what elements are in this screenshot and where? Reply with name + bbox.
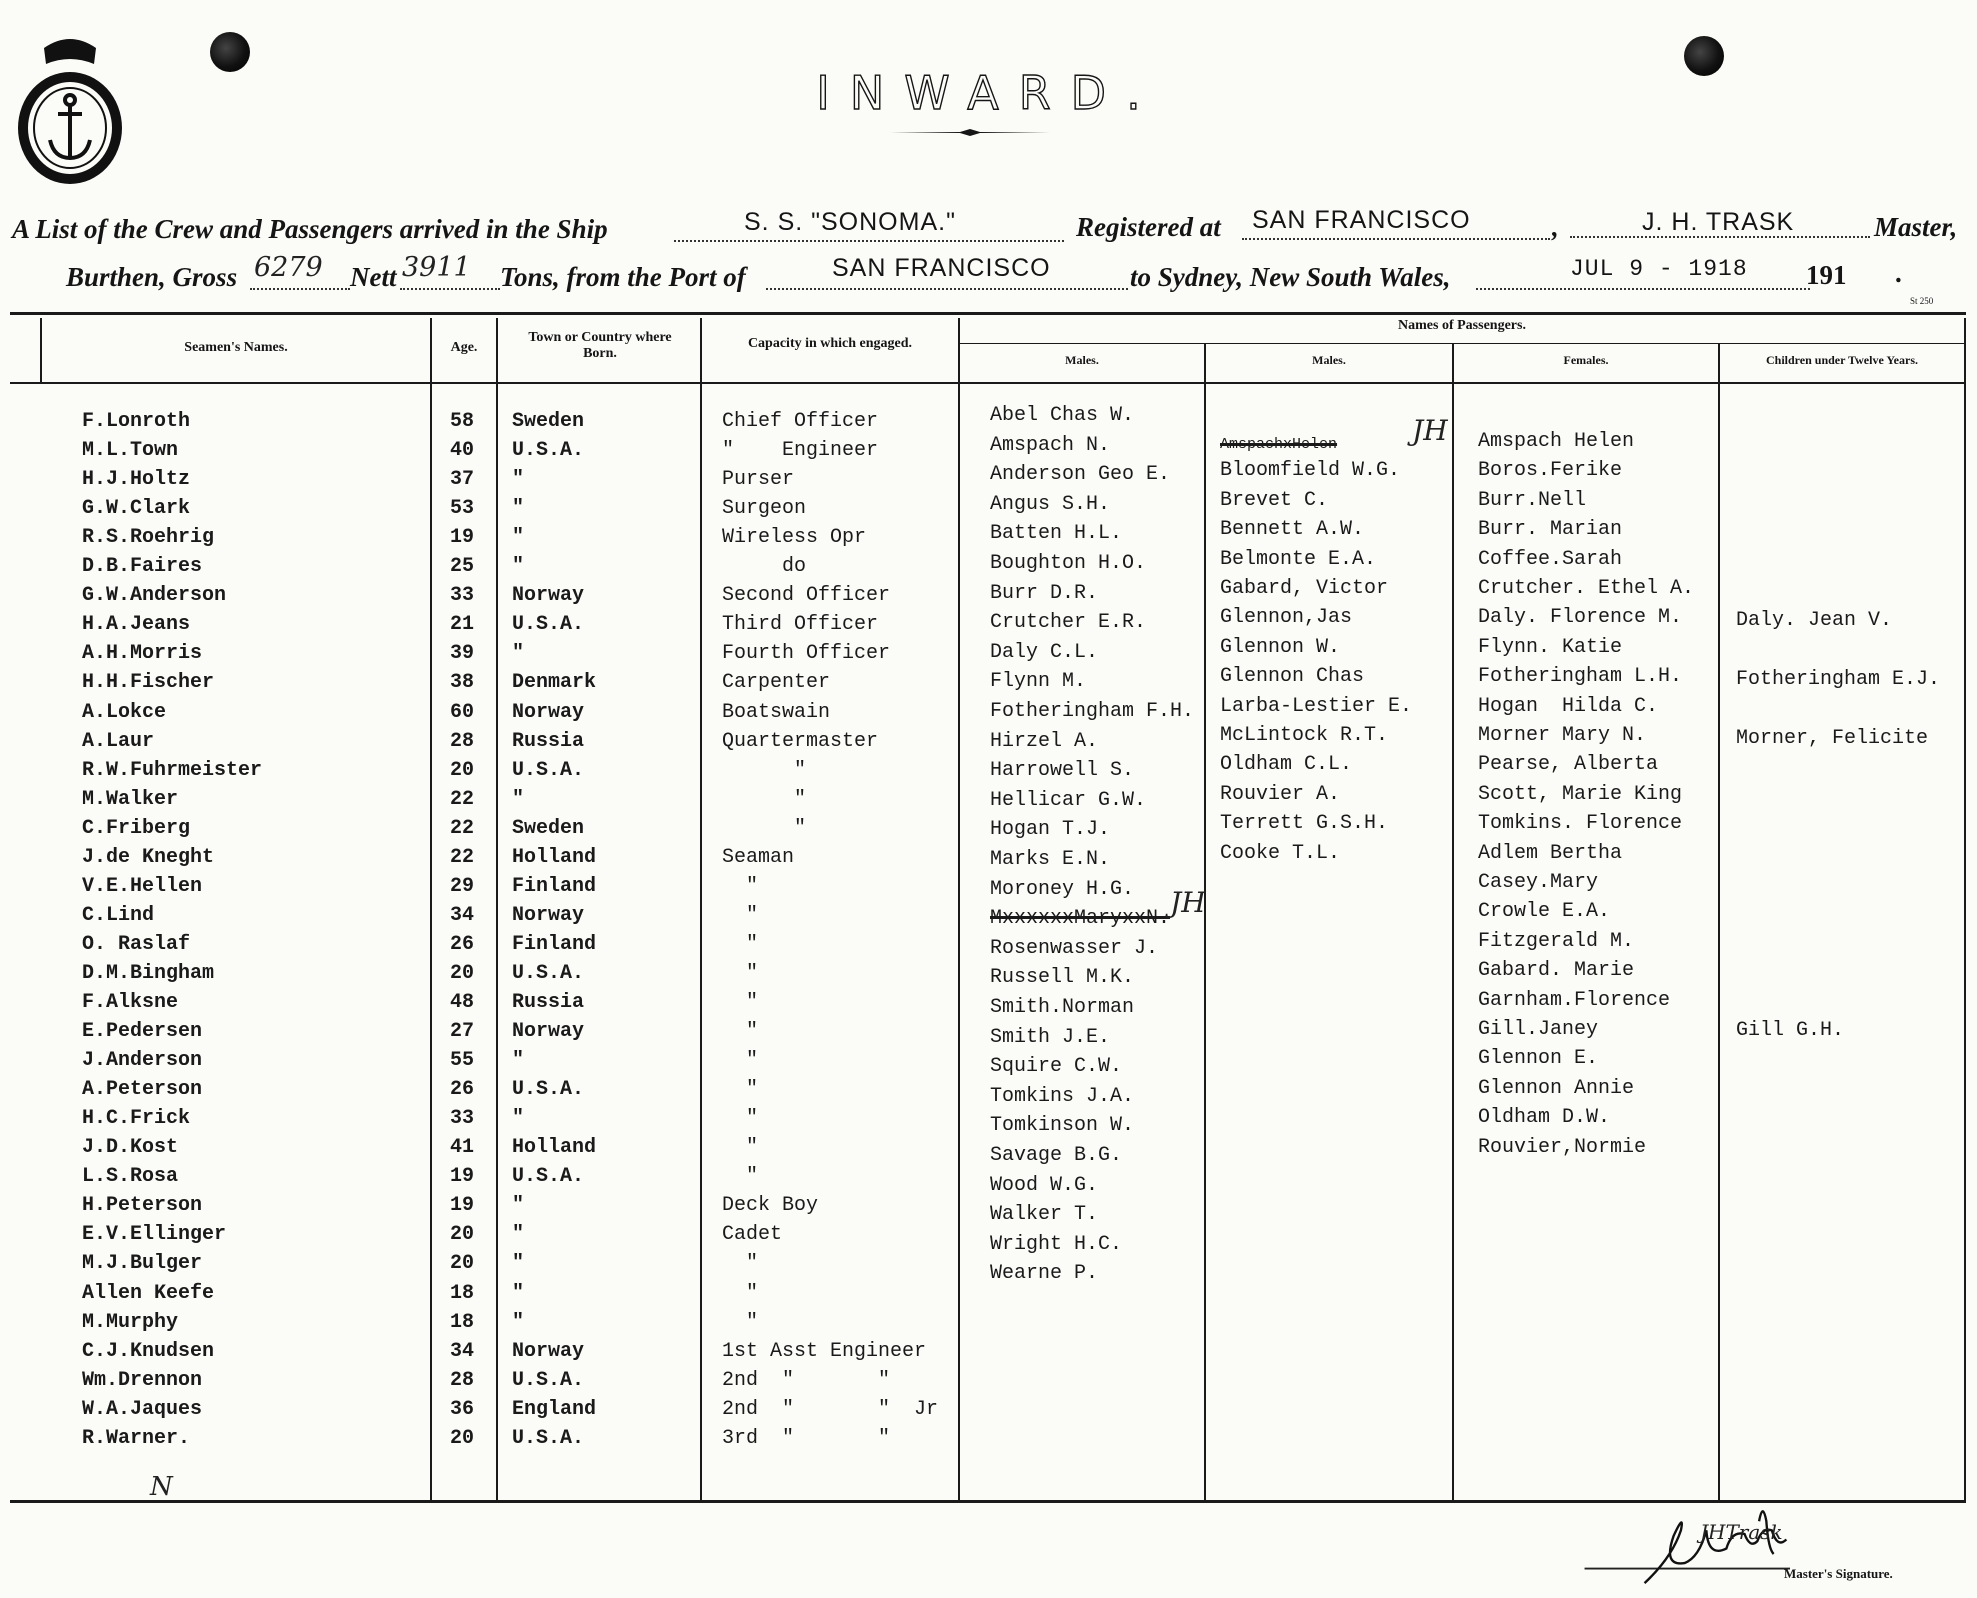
initials-annotation-2: JH — [1170, 886, 1206, 919]
passenger-female: Crutcher. Ethel A. — [1478, 577, 1695, 600]
header-line2-d: to Sydney, New South Wales, — [1130, 262, 1451, 292]
crew-born: U.S.A. — [512, 1078, 585, 1101]
passenger-female: Gabard. Marie — [1478, 959, 1635, 982]
crew-born: U.S.A. — [512, 1165, 585, 1188]
header-line1-a: A List of the Crew and Passengers arrived in the Ship — [12, 214, 608, 244]
crew-age: 33 — [450, 584, 475, 607]
crew-born: Holland — [512, 1136, 597, 1159]
crew-capacity: Seaman — [722, 846, 795, 869]
crew-age: 29 — [450, 875, 475, 898]
crew-born: " — [512, 788, 525, 811]
crew-capacity: Fourth Officer — [722, 642, 891, 665]
crew-age: 39 — [450, 642, 475, 665]
crew-age: 38 — [450, 671, 475, 694]
passenger-male: Daly C.L. — [990, 641, 1099, 664]
crew-name: A.H.Morris — [82, 642, 203, 665]
header-year: 191 — [1806, 260, 1847, 290]
col-passengers: Names of Passengers. — [1398, 318, 1526, 333]
ship-name: S. S. "SONOMA." — [744, 208, 956, 236]
passenger-male: Belmonte E.A. — [1220, 548, 1377, 571]
passenger-male: Abel Chas W. — [990, 404, 1135, 427]
crew-name: H.Peterson — [82, 1194, 203, 1217]
crew-age: 40 — [450, 439, 475, 462]
departure-port: SAN FRANCISCO — [832, 254, 1051, 282]
crew-name: H.J.Holtz — [82, 468, 191, 491]
passenger-male: Rouvier A. — [1220, 783, 1341, 806]
crew-born: " — [512, 1049, 525, 1072]
passenger-male: McLintock R.T. — [1220, 724, 1389, 747]
crew-name: E.V.Ellinger — [82, 1223, 227, 1246]
crew-name: D.M.Bingham — [82, 962, 215, 985]
crew-capacity: " — [722, 904, 759, 927]
passenger-female: Oldham D.W. — [1478, 1106, 1611, 1129]
crew-name: R.Warner. — [82, 1427, 191, 1450]
passenger-female: Flynn. Katie — [1478, 636, 1623, 659]
passenger-female: Pearse, Alberta — [1478, 753, 1659, 776]
crew-age: 20 — [450, 1427, 475, 1450]
crew-capacity: Purser — [722, 468, 795, 491]
crew-name: M.Murphy — [82, 1311, 179, 1334]
initials-annotation: JH — [1412, 414, 1448, 447]
passenger-male: Wood W.G. — [990, 1174, 1099, 1197]
passenger-female: Amspach Helen — [1478, 430, 1635, 453]
passenger-child: Daly. Jean V. — [1736, 609, 1893, 632]
crew-born: Denmark — [512, 671, 597, 694]
crew-age: 60 — [450, 701, 475, 724]
col-town-born: Town or Country where Born. — [528, 330, 672, 361]
crew-born: Norway — [512, 584, 585, 607]
crew-name: J.Anderson — [82, 1049, 203, 1072]
crew-age: 20 — [450, 759, 475, 782]
passenger-male: Batten H.L. — [990, 522, 1123, 545]
crew-born: " — [512, 1223, 525, 1246]
passenger-male: Cooke T.L. — [1220, 842, 1341, 865]
crew-capacity: " — [722, 1020, 759, 1043]
crew-born: " — [512, 468, 525, 491]
crew-capacity: " — [722, 933, 759, 956]
passenger-male: Hirzel A. — [990, 730, 1099, 753]
passenger-child: Morner, Felicite — [1736, 727, 1929, 750]
crew-capacity: " — [722, 788, 807, 811]
crew-born: " — [512, 1194, 525, 1217]
passenger-male: Hogan T.J. — [990, 818, 1111, 841]
crew-born: U.S.A. — [512, 759, 585, 782]
crew-name: G.W.Clark — [82, 497, 191, 520]
passenger-male: MxxxxxxMaryxxN. — [990, 907, 1171, 930]
passenger-female: Crowle E.A. — [1478, 900, 1611, 923]
col-capacity: Capacity in which engaged. — [747, 336, 913, 351]
crew-born: Norway — [512, 1020, 585, 1043]
passenger-male: Walker T. — [990, 1203, 1099, 1226]
passenger-male: Anderson Geo E. — [990, 463, 1171, 486]
crew-born: " — [512, 1311, 525, 1334]
crew-age: 27 — [450, 1020, 475, 1043]
crew-age: 34 — [450, 904, 475, 927]
crew-born: " — [512, 1107, 525, 1130]
crew-capacity: Quartermaster — [722, 730, 879, 753]
table-header-rule — [10, 382, 1966, 384]
crew-name: O. Raslaf — [82, 933, 191, 956]
crew-capacity: Deck Boy — [722, 1194, 819, 1217]
arrival-date: JUL 9 - 1918 — [1570, 256, 1748, 282]
crew-age: 36 — [450, 1398, 475, 1421]
crew-name: R.S.Roehrig — [82, 526, 215, 549]
page-title: INWARD. — [816, 66, 1161, 120]
crew-born: Norway — [512, 1340, 585, 1363]
crew-born: " — [512, 642, 525, 665]
crew-name: F.Alksne — [82, 991, 179, 1014]
passenger-female: Garnham.Florence — [1478, 989, 1671, 1012]
margin-mark: N — [150, 1472, 173, 1502]
passenger-male: Bennett A.W. — [1220, 518, 1365, 541]
header-line2-b: Nett — [350, 262, 397, 292]
col-age: Age. — [450, 340, 478, 355]
crew-name: M.L.Town — [82, 439, 179, 462]
col-females: Females. — [1563, 353, 1609, 367]
crew-born: U.S.A. — [512, 1369, 585, 1392]
passenger-male: Tomkins J.A. — [990, 1085, 1135, 1108]
passenger-female: Morner Mary N. — [1478, 724, 1647, 747]
crew-name: C.Friberg — [82, 817, 191, 840]
passenger-male: Amspach N. — [990, 434, 1111, 457]
passenger-male: Angus S.H. — [990, 493, 1111, 516]
crew-capacity: Chief Officer — [722, 410, 879, 433]
crew-born: England — [512, 1398, 597, 1421]
crew-age: 18 — [450, 1311, 475, 1334]
crew-age: 19 — [450, 1165, 475, 1188]
passenger-child: Fotheringham E.J. — [1736, 668, 1941, 691]
passenger-male: Gabard, Victor — [1220, 577, 1389, 600]
passenger-female: Hogan Hilda C. — [1478, 695, 1659, 718]
crew-age: 28 — [450, 1369, 475, 1392]
form-number: St 250 — [1910, 296, 1934, 306]
passenger-male: Moroney H.G. — [990, 878, 1135, 901]
col-males-1: Males. — [1065, 353, 1099, 367]
passenger-male: Oldham C.L. — [1220, 753, 1353, 776]
col-children: Children under Twelve Years. — [1765, 353, 1918, 367]
crew-capacity: " — [722, 1282, 759, 1305]
passenger-female: Coffee.Sarah — [1478, 548, 1623, 571]
crew-born: " — [512, 1252, 525, 1275]
crew-age: 26 — [450, 933, 475, 956]
registered-port: SAN FRANCISCO — [1252, 206, 1471, 234]
crew-born: " — [512, 555, 525, 578]
passenger-male: Savage B.G. — [990, 1144, 1123, 1167]
passenger-female: Burr.Nell — [1478, 489, 1587, 512]
crew-born: Sweden — [512, 817, 585, 840]
signature-label: Master's Signature. — [1784, 1566, 1893, 1581]
crew-age: 41 — [450, 1136, 475, 1159]
passenger-female: Gill.Janey — [1478, 1018, 1599, 1041]
crew-capacity: Surgeon — [722, 497, 807, 520]
crew-born: U.S.A. — [512, 962, 585, 985]
passenger-male: Brevet C. — [1220, 489, 1329, 512]
crew-born: U.S.A. — [512, 1427, 585, 1450]
gross-tons: 6279 — [254, 252, 323, 283]
passenger-male: Smith J.E. — [990, 1026, 1111, 1049]
crew-capacity: 2nd " " Jr — [722, 1398, 939, 1421]
crew-name: A.Lokce — [82, 701, 167, 724]
crew-born: Norway — [512, 701, 585, 724]
signature-name: JHTrask — [1700, 1520, 1783, 1544]
crew-age: 48 — [450, 991, 475, 1014]
passenger-male: Marks E.N. — [990, 848, 1111, 871]
crew-capacity: " — [722, 991, 759, 1014]
crew-name: R.W.Fuhrmeister — [82, 759, 263, 782]
crew-capacity: " Engineer — [722, 439, 879, 462]
crew-capacity: Third Officer — [722, 613, 879, 636]
crew-capacity: " — [722, 1252, 759, 1275]
crew-name: M.J.Bulger — [82, 1252, 203, 1275]
crew-name: C.Lind — [82, 904, 155, 927]
crew-born: Sweden — [512, 410, 585, 433]
passenger-male: AmspachxHelen — [1220, 436, 1338, 453]
crew-born: Norway — [512, 904, 585, 927]
nett-tons: 3911 — [402, 252, 471, 283]
passenger-male: Larba-Lestier E. — [1220, 695, 1413, 718]
crew-capacity: " — [722, 817, 807, 840]
crew-capacity: " — [722, 759, 807, 782]
passenger-male: Boughton H.O. — [990, 552, 1147, 575]
passenger-male: Flynn M. — [990, 670, 1087, 693]
header-line2-a: Burthen, Gross — [66, 262, 238, 292]
crew-age: 25 — [450, 555, 475, 578]
passenger-male: Fotheringham F.H. — [990, 700, 1195, 723]
crew-age: 53 — [450, 497, 475, 520]
passenger-female: Fitzgerald M. — [1478, 930, 1635, 953]
crew-name: Wm.Drennon — [82, 1369, 203, 1392]
crew-age: 37 — [450, 468, 475, 491]
passenger-female: Fotheringham L.H. — [1478, 665, 1683, 688]
crew-age: 19 — [450, 526, 475, 549]
crew-born: U.S.A. — [512, 439, 585, 462]
passenger-male: Burr D.R. — [990, 582, 1099, 605]
crew-name: E.Pedersen — [82, 1020, 203, 1043]
crew-age: 22 — [450, 788, 475, 811]
col-males-2: Males. — [1312, 353, 1346, 367]
crew-capacity: Boatswain — [722, 701, 831, 724]
crew-name: D.B.Faires — [82, 555, 203, 578]
crew-capacity: Wireless Opr — [722, 526, 867, 549]
crew-name: J.de Kneght — [82, 846, 215, 869]
crew-age: 58 — [450, 410, 475, 433]
passenger-male: Rosenwasser J. — [990, 937, 1159, 960]
passenger-male: Russell M.K. — [990, 966, 1135, 989]
header-line1-b: Registered at — [1076, 212, 1221, 242]
table-top-rule — [10, 312, 1966, 315]
crew-age: 34 — [450, 1340, 475, 1363]
crew-name: M.Walker — [82, 788, 179, 811]
crew-capacity: " — [722, 875, 759, 898]
crew-age: 22 — [450, 846, 475, 869]
crew-capacity: " — [722, 1049, 759, 1072]
passenger-child: Gill G.H. — [1736, 1019, 1845, 1042]
crew-age: 19 — [450, 1194, 475, 1217]
crew-name: A.Peterson — [82, 1078, 203, 1101]
title-ornament — [890, 128, 1050, 136]
crew-name: J.D.Kost — [82, 1136, 179, 1159]
crew-capacity: 2nd " " — [722, 1369, 891, 1392]
crew-born: Russia — [512, 730, 585, 753]
passenger-female: Casey.Mary — [1478, 871, 1599, 894]
passenger-male: Bloomfield W.G. — [1220, 459, 1401, 482]
crew-born: U.S.A. — [512, 613, 585, 636]
crew-born: Holland — [512, 846, 597, 869]
passenger-male: Tomkinson W. — [990, 1114, 1135, 1137]
crew-capacity: " — [722, 1136, 759, 1159]
passenger-male: Crutcher E.R. — [990, 611, 1147, 634]
passenger-female: Daly. Florence M. — [1478, 606, 1683, 629]
crew-capacity: 1st Asst Engineer — [722, 1340, 927, 1363]
crew-capacity: 3rd " " — [722, 1427, 891, 1450]
passenger-male: Terrett G.S.H. — [1220, 812, 1389, 835]
crew-age: 33 — [450, 1107, 475, 1130]
crew-age: 18 — [450, 1282, 475, 1305]
passenger-male: Glennon,Jas — [1220, 606, 1353, 629]
passenger-male: Hellicar G.W. — [990, 789, 1147, 812]
crew-capacity: " — [722, 962, 759, 985]
passenger-female: Adlem Bertha — [1478, 842, 1623, 865]
crew-name: F.Lonroth — [82, 410, 191, 433]
passenger-male: Wright H.C. — [990, 1233, 1123, 1256]
crew-born: Finland — [512, 875, 597, 898]
passenger-female: Boros.Ferike — [1478, 459, 1623, 482]
passenger-female: Glennon Annie — [1478, 1077, 1635, 1100]
crew-born: Russia — [512, 991, 585, 1014]
passenger-male: Glennon Chas — [1220, 665, 1365, 688]
crew-name: V.E.Hellen — [82, 875, 203, 898]
crew-age: 21 — [450, 613, 475, 636]
crew-capacity: Carpenter — [722, 671, 831, 694]
master-name: J. H. TRASK — [1642, 208, 1795, 236]
master-signature-image — [1560, 1494, 1820, 1594]
crew-name: C.J.Knudsen — [82, 1340, 215, 1363]
passenger-male: Wearne P. — [990, 1262, 1099, 1285]
passenger-female: Tomkins. Florence — [1478, 812, 1683, 835]
crew-name: H.H.Fischer — [82, 671, 215, 694]
crew-age: 20 — [450, 962, 475, 985]
col-seamen-names: Seamen's Names. — [184, 340, 288, 355]
crew-name: H.C.Frick — [82, 1107, 191, 1130]
passenger-female: Burr. Marian — [1478, 518, 1623, 541]
crew-capacity: " — [722, 1165, 759, 1188]
crew-name: G.W.Anderson — [82, 584, 227, 607]
passenger-male: Smith.Norman — [990, 996, 1135, 1019]
crew-name: W.A.Jaques — [82, 1398, 203, 1421]
passenger-female: Rouvier,Normie — [1478, 1136, 1647, 1159]
crew-capacity: Second Officer — [722, 584, 891, 607]
passenger-male: Harrowell S. — [990, 759, 1135, 782]
crew-age: 22 — [450, 817, 475, 840]
crew-age: 28 — [450, 730, 475, 753]
crew-name: L.S.Rosa — [82, 1165, 179, 1188]
crew-name: A.Laur — [82, 730, 155, 753]
crew-age: 55 — [450, 1049, 475, 1072]
crew-age: 20 — [450, 1252, 475, 1275]
passenger-female: Scott, Marie King — [1478, 783, 1683, 806]
crew-capacity: Cadet — [722, 1223, 783, 1246]
crew-capacity: " — [722, 1078, 759, 1101]
crew-capacity: " — [722, 1311, 759, 1334]
header-line2-c: Tons, from the Port of — [500, 262, 746, 292]
crew-born: " — [512, 497, 525, 520]
passenger-female: Glennon E. — [1478, 1047, 1599, 1070]
crew-name: Allen Keefe — [82, 1282, 215, 1305]
crew-capacity: do — [722, 555, 807, 578]
crew-name: H.A.Jeans — [82, 613, 191, 636]
crew-capacity: " — [722, 1107, 759, 1130]
crew-born: Finland — [512, 933, 597, 956]
passenger-male: Glennon W. — [1220, 636, 1341, 659]
crew-born: " — [512, 1282, 525, 1305]
crew-age: 26 — [450, 1078, 475, 1101]
header-comma: , — [1552, 212, 1559, 242]
crew-born: " — [512, 526, 525, 549]
passenger-male: Squire C.W. — [990, 1055, 1123, 1078]
crew-age: 20 — [450, 1223, 475, 1246]
header-line1-c: Master, — [1874, 212, 1958, 242]
